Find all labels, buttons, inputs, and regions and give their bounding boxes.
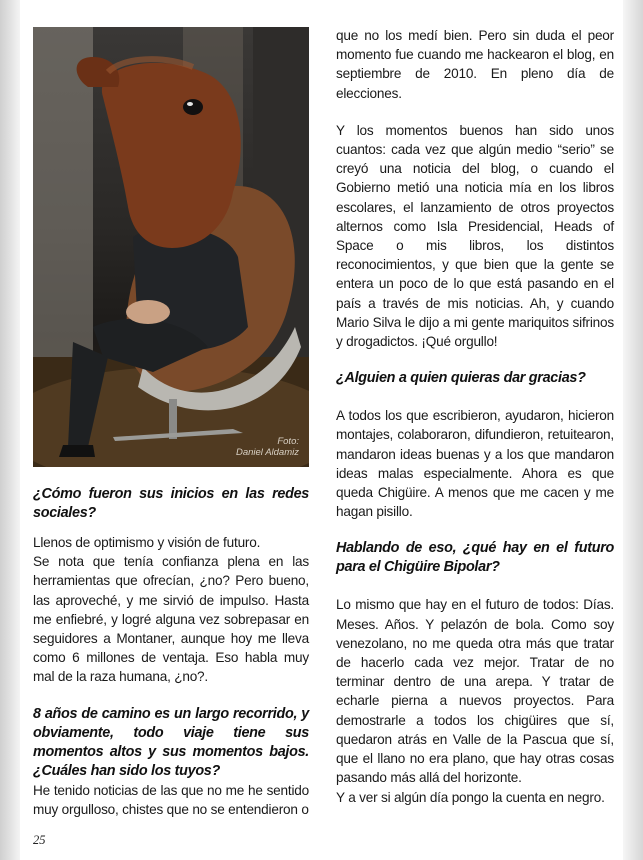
page-number: 25 (33, 833, 46, 847)
answer-paragraph: He tenido noticias de las que no me he sentido muy orgulloso, chistes que no se entendieron o (33, 782, 309, 817)
answer-paragraph: A todos los que escribieron, ayudaron, hicieron montajes, colaboraron, difundieron, retuitearon, mandaron ideas buenas y a los que mandaron ideas malas especialmente. Ahora es que queda Chigüire. A menos que me cacen y me hagan pisillo. (336, 408, 614, 520)
question-social-media-beginnings: ¿Cómo fueron sus inicios en las redes sociales? (33, 486, 309, 521)
answer-paragraph: Llenos de optimismo y visión de futuro. (33, 535, 261, 550)
photo-illustration (33, 27, 309, 467)
right-text-column (336, 26, 614, 807)
question-future: Hablando de eso, ¿qué hay en el futuro para el Chigüire Bipolar? (336, 540, 614, 576)
answer-paragraph: Se nota que tenía confianza plena en las herramientas que ofrecían, ¿no? Pero bueno, las aproveché, y me sirvió de impulso. Hasta me enfiebré, y logré alguna vez sobrepasar en seguidores a Montaner, aunque hoy me lleva como 6 millones de ventaja. Eso habla muy mal de la raza humana, ¿no?. (33, 554, 309, 685)
photo-credit-name: Daniel Aldamiz (235, 447, 299, 459)
answer-paragraph: Y a ver si algún día pongo la cuenta en negro. (336, 789, 605, 805)
left-text-column (33, 485, 309, 819)
answer-paragraph: Y los momentos buenos han sido unos cuantos: cada vez que algún medio “serio” se creyó una noticia del blog, o cuando el Gobierno metió una noticia mía en los libros escolares, el lanzamiento de otros proyectos alternos como Isla Presidencial, Heads of Space o mis libros, los distintos reconocimientos, y que bien que la gente se entera un poco de lo que está pasando en el país a través de mis noticias. Ah, y cuando Mario Silva le dijo a mi gente mariquitos sifrinos y drogadictos. ¡Qué orgullo! (336, 122, 614, 350)
question-thanks: ¿Alguien a quien quieras dar gracias? (336, 370, 586, 387)
capybara-costume-photo (33, 27, 309, 467)
photo-credit-label: Foto: (277, 436, 299, 448)
answer-paragraph: que no los medí bien. Pero sin duda el peor momento fue cuando me hackearon el blog, en septiembre de 2010. En pleno día de elecciones. (336, 28, 614, 101)
answer-paragraph: Lo mismo que hay en el futuro de todos: Días. Meses. Años. Y pelazón de bola. Como soy venezolano, no me queda otra más que tratar de hacerlo cada vez mejor. Tratar de no terminar dentro de una arepa. Y tratar de echarle pierna a nuevos proyectos. Para demostrarle a todos los chigüires que sí, quedaron atrás en Valle de la Pascua que sí, que el llano no era plano, que hay otras cosas pasando más allá del horizonte. (336, 597, 614, 786)
photo-credit (236, 437, 299, 459)
page-edge-left (0, 0, 20, 860)
question-highs-and-lows: 8 años de camino es un largo recorrido, y obviamente, todo viaje tiene sus momentos altos y sus momentos bajos. ¿Cuáles han sido los tuyos? (33, 705, 309, 779)
page-edge-right (623, 0, 643, 860)
